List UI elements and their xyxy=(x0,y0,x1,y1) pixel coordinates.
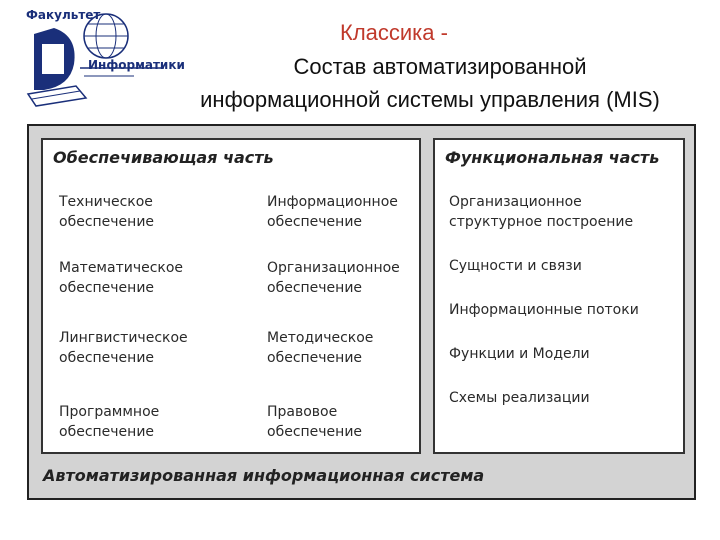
functional-item: Функции и Модели xyxy=(449,346,590,362)
supporting-item: Математическое обеспечение xyxy=(59,260,184,296)
supporting-item: Организационное обеспечение xyxy=(267,260,400,296)
functional-item: Сущности и связи xyxy=(449,258,582,274)
supporting-item: Правовое обеспечение xyxy=(267,404,363,440)
functional-part-title: Функциональная часть xyxy=(445,148,660,167)
slide-title-line-1: Классика - xyxy=(340,20,448,45)
supporting-item: Лингвистическое обеспечение xyxy=(59,330,188,366)
functional-item: Схемы реализации xyxy=(449,390,590,406)
system-caption: Автоматизированная информационная система xyxy=(43,466,485,485)
functional-item: Информационные потоки xyxy=(449,302,639,318)
functional-part-panel xyxy=(433,138,685,454)
slide-title-line-2: Состав автоматизированной xyxy=(293,54,587,79)
supporting-item: Техническое обеспечение xyxy=(59,194,155,230)
supporting-part-title: Обеспечивающая часть xyxy=(53,148,274,167)
logo-top-text: Факультет xyxy=(26,8,101,22)
supporting-part-panel xyxy=(41,138,421,454)
supporting-item: Методическое обеспечение xyxy=(267,330,374,366)
mis-structure-diagram xyxy=(27,124,696,500)
slide-title-line-3: информационной системы управления (MIS) xyxy=(200,87,660,112)
supporting-item: Информационное обеспечение xyxy=(267,194,398,230)
logo-bottom-text: Информатики xyxy=(88,58,185,72)
functional-item: Организационное структурное построение xyxy=(449,194,634,230)
supporting-item: Программное обеспечение xyxy=(59,404,160,440)
